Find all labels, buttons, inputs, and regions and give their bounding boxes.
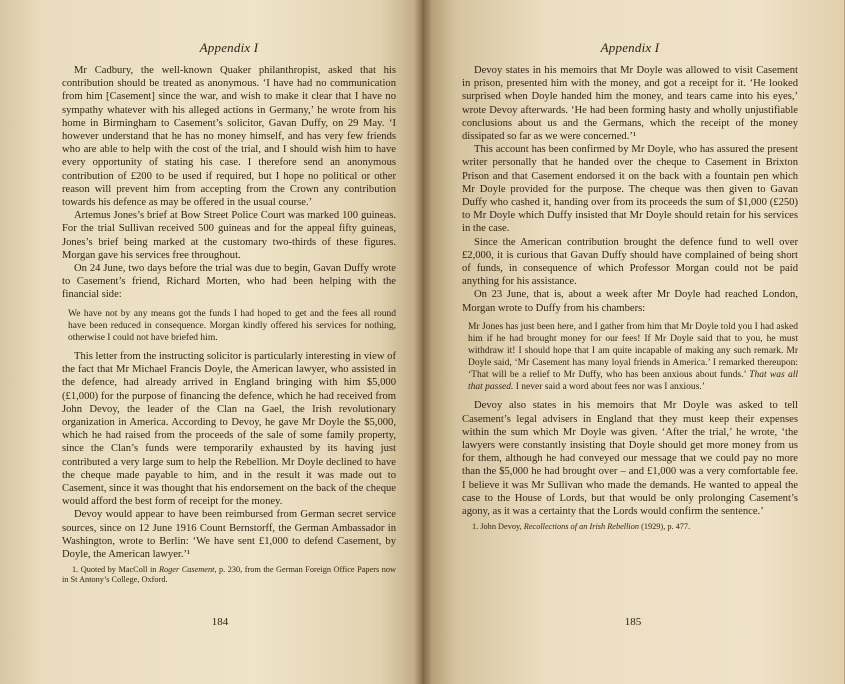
footnote: 1. John Devoy, Recollections of an Irish Rebellion (1929), p. 477.	[472, 522, 691, 532]
right-page	[422, 0, 844, 684]
paragraph: This account has been confirmed by Mr Doyle, who has assured the present writer personally that he handed over the cheque to Casement in Brixton Prison and that Casement endorsed it on the back with a fountain pen which Mr Doyle provided for the purpose. The cheque was then given to Gavan Duffy who cashed it, handing over from its proceeds the sum of $1,000 (£250) to Mr Doyle which Duffy insisted that Mr Doyle should retain for his services in the case.	[462, 144, 798, 235]
page-number: 184	[211, 616, 229, 628]
paragraph: Artemus Jones’s brief at Bow Street Police Court was marked 100 guineas. For the trial Sullivan received 500 guineas and for the appeal fifty guineas, Jones’s brief being marked at the customary two-thirds of these figures. Morgan gave his services free throughout.	[62, 210, 396, 261]
paragraph: Devoy states in his memoirs that Mr Doyle was allowed to visit Casement in prison, presented him with the money, and got a receipt for it. ‘He looked surprised when Doyle handed him the money, and tears came into his eyes,’ wrote Devoy afterwards. ‘He had been forming hasty and wholly unjustifiable conclusions about us and the Germans, which the receipt of the money dissipated so far as we were concerned.’¹	[462, 65, 798, 143]
paragraph: This letter from the instructing solicitor is particularly interesting in view of the fact that Mr Michael Francis Doyle, the American lawyer, who assisted in the defence, had already arrived in England bringing with him $5,000 (£1,000) for the purpose of financing the defence, which he had received from John Devoy, the leader of the Clan na Gael, the Irish revolutionary organization in America. According to Devoy, he gave Mr Doyle the $5,000, which he had raised from the proceeds of the sale of some family property, since the Clan’s funds were temporarily exhausted by its having just contributed a very large sum to help the Rebellion. Mr Doyle declined to have the cheque made payable to him, and in the result it was made out to Casement, since it was thought that his endorsement on the back of the cheque would afford the best form of receipt for the money.	[62, 350, 396, 508]
block-quote: Mr Jones has just been here, and I gather from him that Mr Doyle told you I had asked him if he had brought money for our fees! If Mr Doyle said that to you, he must withdraw it! I should hope that I am quite incapable of making any such remark. Mr Doyle said, ‘Mr Casement has many loyal friends in America.’ I remarked thereupon: ‘That will be a relief to Mr Duffy, who has been anxious about funds.’ That was all that passed. I never said a word about fees nor was I anxious.’	[468, 321, 798, 393]
book-gutter	[414, 0, 432, 684]
running-head: Appendix I	[600, 40, 660, 55]
paragraph: Mr Cadbury, the well-known Quaker philanthropist, asked that his contribution should be treated as anonymous. ‘I have had no communication from him [Casement] since the war, and wish to make it clear that I have no sympathy whatever with his alleged actions in Germany,’ he wrote from his home in Birmingham to Casement’s solicitor, Gavan Duffy, on 29 May. ‘I however understand that he has no money himself, and has very few friends who are able to help with the cost of the trial, and I should wish him to have every opportunity of stating his case. I therefore send an anonymous contribution of £200 to be used if required, but I hope no political or other reason will prevent him from accepting from the Crown any contribution towards his defence as may be offered in the usual course.’	[62, 65, 396, 209]
left-page	[0, 0, 422, 684]
running-head: Appendix I	[199, 40, 259, 55]
paragraph: Since the American contribution brought the defence fund to well over £2,000, it is curious that Gavan Duffy should have complained of being short of funds, in consequence of which Professor Morgan could not be paid anything for his assistance.	[462, 236, 798, 288]
page-number: 185	[624, 616, 642, 628]
paragraph: Devoy would appear to have been reimbursed from German secret service sources, since on 12 June 1916 Count Bernstorff, the German Ambassador in Washington, wrote to Berlin: ‘We have sent £1,000 to defend Casement, by Doyle, the American lawyer.’¹	[62, 509, 396, 560]
paragraph: On 23 June, that is, about a week after Mr Doyle had reached London, Morgan wrote to Duffy from his chambers:	[462, 289, 798, 314]
paragraph: Devoy also states in his memoirs that Mr Doyle was asked to tell Casement’s legal advisers in England that they must keep their expenses within the sum which Mr Doyle was given. ‘After the trial,’ he wrote, ‘the lawyers were constantly insisting that Doyle should get more money from us for them, although he had conveyed our message that we could pay no more than the $5,000 he had brought over – and £1,000 was a very comfortable fee. I believe it was Mr Sullivan who made the demands. He wanted to appeal the case to the House of Lords, but that would be only prolonging Casement’s agony, as it was a certainty that the Lords would confirm the sentence.’	[462, 400, 798, 518]
paragraph: On 24 June, two days before the trial was due to begin, Gavan Duffy wrote to Casement’s friend, Richard Morten, who had been helping with the financial side:	[62, 263, 396, 301]
block-quote: We have not by any means got the funds I had hoped to get and the fees all round have been reduced in consequence. Morgan kindly offered his services for nothing, otherwise I could not have briefed him.	[68, 308, 396, 343]
footnote: 1. Quoted by MacColl in Roger Casement, p. 230, from the German Foreign Office Papers now in St Antony’s College, Oxford.	[62, 565, 396, 585]
